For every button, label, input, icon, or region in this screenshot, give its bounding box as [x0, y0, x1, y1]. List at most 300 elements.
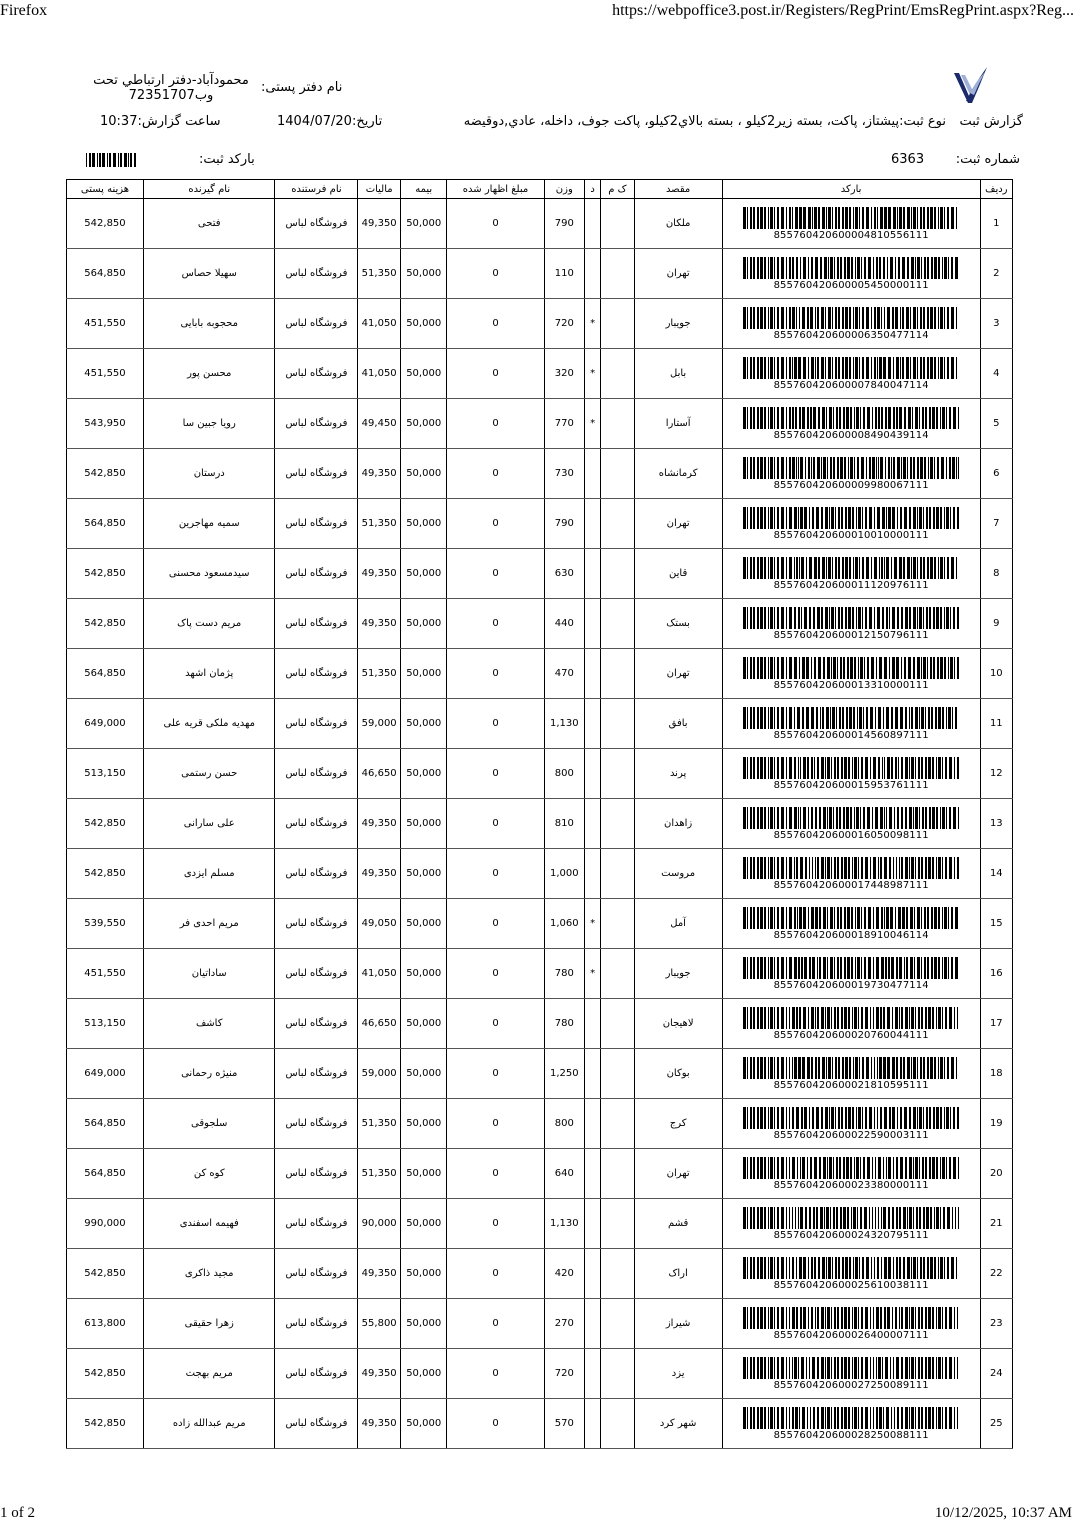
km-cell — [601, 1249, 634, 1299]
table-row — [67, 1149, 1013, 1199]
postal-cost: 542,850 — [67, 199, 144, 249]
barcode — [723, 357, 980, 391]
barcode — [723, 757, 980, 791]
sender-name: فروشگاه لباس — [275, 499, 358, 549]
receiver-name: مریم دست پاک — [143, 599, 275, 649]
barcode-cell — [722, 1349, 980, 1399]
tax: 51,350 — [358, 499, 400, 549]
d-cell — [585, 849, 601, 899]
barcode — [723, 707, 980, 741]
sender-name: فروشگاه لباس — [275, 299, 358, 349]
barcode-icon — [743, 1407, 959, 1429]
table-header-row — [67, 180, 1013, 199]
sender-name: فروشگاه لباس — [275, 1349, 358, 1399]
tax: 41,050 — [358, 349, 400, 399]
km-cell — [601, 1299, 634, 1349]
destination: آستارا — [634, 399, 722, 449]
destination: مروست — [634, 849, 722, 899]
weight: 730 — [544, 449, 584, 499]
insurance: 50,000 — [400, 849, 447, 899]
postal-cost: 539,550 — [67, 899, 144, 949]
weight: 640 — [544, 1149, 584, 1199]
sender-name: فروشگاه لباس — [275, 649, 358, 699]
insurance: 50,000 — [400, 1049, 447, 1099]
table-row — [67, 649, 1013, 699]
barcode-icon — [743, 1057, 959, 1079]
insurance: 50,000 — [400, 1249, 447, 1299]
km-cell — [601, 699, 634, 749]
d-cell — [585, 999, 601, 1049]
barcode — [723, 957, 980, 991]
postal-cost: 542,850 — [67, 1349, 144, 1399]
barcode-icon — [743, 1257, 959, 1279]
barcode-icon — [743, 807, 959, 829]
declared-amount: 0 — [447, 1199, 544, 1249]
row-number: 19 — [980, 1099, 1012, 1149]
weight: 790 — [544, 499, 584, 549]
barcode-icon — [743, 1207, 959, 1229]
destination: زاهدان — [634, 799, 722, 849]
barcode — [723, 1357, 980, 1391]
table-row — [67, 249, 1013, 299]
table-row — [67, 1349, 1013, 1399]
col-header-km: ک م — [601, 180, 634, 199]
km-cell — [601, 1199, 634, 1249]
declared-amount: 0 — [447, 449, 544, 499]
declared-amount: 0 — [447, 749, 544, 799]
receiver-name: محسن پور — [143, 349, 275, 399]
km-cell — [601, 399, 634, 449]
receiver-name: درستان — [143, 449, 275, 499]
insurance: 50,000 — [400, 999, 447, 1049]
destination: جویبار — [634, 949, 722, 999]
destination: بوکان — [634, 1049, 722, 1099]
table-row — [67, 199, 1013, 249]
reg-number-label: شماره ثبت: — [955, 152, 1020, 167]
receiver-name: فهیمه اسفندی — [143, 1199, 275, 1249]
declared-amount: 0 — [447, 999, 544, 1049]
km-cell — [601, 1049, 634, 1099]
col-header-insurance: بیمه — [400, 180, 447, 199]
receiver-name: کوه کن — [143, 1149, 275, 1199]
insurance: 50,000 — [400, 899, 447, 949]
km-cell — [601, 949, 634, 999]
d-cell — [585, 249, 601, 299]
weight: 470 — [544, 649, 584, 699]
destination: پرند — [634, 749, 722, 799]
barcode-number: 855760420600021810595111 — [773, 1079, 929, 1091]
receiver-name: مریم بهجت — [143, 1349, 275, 1399]
km-cell — [601, 349, 634, 399]
barcode-number: 855760420600027250089111 — [773, 1379, 929, 1391]
d-cell — [585, 799, 601, 849]
sender-name: فروشگاه لباس — [275, 849, 358, 899]
sender-name: فروشگاه لباس — [275, 1199, 358, 1249]
postal-cost: 542,850 — [67, 849, 144, 899]
row-number: 7 — [980, 499, 1012, 549]
table-row — [67, 1249, 1013, 1299]
insurance: 50,000 — [400, 699, 447, 749]
barcode-cell — [722, 549, 980, 599]
declared-amount: 0 — [447, 849, 544, 899]
declared-amount: 0 — [447, 1099, 544, 1149]
km-cell — [601, 1149, 634, 1199]
weight: 320 — [544, 349, 584, 399]
report-date: تاریخ:1404/07/20 — [277, 114, 383, 129]
postal-cost: 564,850 — [67, 499, 144, 549]
weight: 790 — [544, 199, 584, 249]
weight: 800 — [544, 749, 584, 799]
d-cell — [585, 1349, 601, 1399]
table-row — [67, 799, 1013, 849]
barcode-number: 855760420600026400007111 — [773, 1329, 929, 1341]
postal-cost: 542,850 — [67, 449, 144, 499]
postal-cost: 513,150 — [67, 749, 144, 799]
postal-cost: 564,850 — [67, 649, 144, 699]
registration-table — [66, 179, 1013, 1449]
km-cell — [601, 799, 634, 849]
insurance: 50,000 — [400, 249, 447, 299]
row-number: 3 — [980, 299, 1012, 349]
postal-cost: 513,150 — [67, 999, 144, 1049]
sender-name: فروشگاه لباس — [275, 249, 358, 299]
barcode-cell — [722, 1399, 980, 1449]
declared-amount: 0 — [447, 1399, 544, 1449]
barcode-cell — [722, 799, 980, 849]
declared-amount: 0 — [447, 649, 544, 699]
tax: 51,350 — [358, 249, 400, 299]
km-cell — [601, 1349, 634, 1399]
barcode-icon — [743, 457, 959, 479]
barcode-number: 855760420600028250088111 — [773, 1429, 929, 1441]
reg-barcode-icon — [86, 153, 136, 167]
barcode — [723, 907, 980, 941]
receiver-name: سهیلا حصاس — [143, 249, 275, 299]
barcode — [723, 607, 980, 641]
col-header-declared-amount: مبلغ اظهار شده — [447, 180, 544, 199]
table-row — [67, 449, 1013, 499]
receiver-name: سمیه مهاجرین — [143, 499, 275, 549]
row-number: 1 — [980, 199, 1012, 249]
barcode-icon — [743, 307, 959, 329]
declared-amount: 0 — [447, 799, 544, 849]
barcode — [723, 557, 980, 591]
insurance: 50,000 — [400, 199, 447, 249]
barcode-number: 855760420600017448987111 — [773, 879, 929, 891]
barcode-icon — [743, 607, 959, 629]
tax: 49,350 — [358, 849, 400, 899]
receiver-name: مهدیه ملکی قریه علی — [143, 699, 275, 749]
barcode-cell — [722, 749, 980, 799]
declared-amount: 0 — [447, 349, 544, 399]
barcode-icon — [743, 1157, 959, 1179]
table-row — [67, 1299, 1013, 1349]
weight: 810 — [544, 799, 584, 849]
barcode-number: 855760420600012150796111 — [773, 629, 929, 641]
col-header-sender: نام فرستنده — [275, 180, 358, 199]
postal-cost: 451,550 — [67, 349, 144, 399]
weight: 270 — [544, 1299, 584, 1349]
office-label: نام دفتر پستی: — [261, 80, 343, 95]
office-name — [86, 73, 256, 103]
postal-cost: 564,850 — [67, 249, 144, 299]
tax: 49,350 — [358, 549, 400, 599]
km-cell — [601, 599, 634, 649]
sender-name: فروشگاه لباس — [275, 199, 358, 249]
row-number: 8 — [980, 549, 1012, 599]
barcode-number: 855760420600014560897111 — [773, 729, 929, 741]
barcode-number: 855760420600007840047114 — [773, 379, 929, 391]
row-number: 20 — [980, 1149, 1012, 1199]
barcode — [723, 1257, 980, 1291]
browser-name: Firefox — [0, 2, 48, 19]
declared-amount: 0 — [447, 699, 544, 749]
barcode-number: 855760420600013310000111 — [773, 679, 929, 691]
weight: 630 — [544, 549, 584, 599]
tax: 59,000 — [358, 699, 400, 749]
postal-cost: 543,950 — [67, 399, 144, 449]
d-cell — [585, 1049, 601, 1099]
table-row — [67, 899, 1013, 949]
postal-cost: 542,850 — [67, 1399, 144, 1449]
destination: بابل — [634, 349, 722, 399]
postal-cost: 451,550 — [67, 299, 144, 349]
row-number: 16 — [980, 949, 1012, 999]
destination: بستک — [634, 599, 722, 649]
tax: 49,350 — [358, 449, 400, 499]
postal-cost: 649,000 — [67, 699, 144, 749]
d-cell — [585, 1249, 601, 1299]
receiver-name: مریم احدی فر — [143, 899, 275, 949]
row-number: 9 — [980, 599, 1012, 649]
col-header-d: د — [585, 180, 601, 199]
insurance: 50,000 — [400, 1399, 447, 1449]
reg-number: 6363 — [891, 152, 925, 167]
barcode — [723, 457, 980, 491]
weight: 1,250 — [544, 1049, 584, 1099]
barcode-cell — [722, 899, 980, 949]
barcode — [723, 1007, 980, 1041]
insurance: 50,000 — [400, 949, 447, 999]
barcode-icon — [743, 407, 959, 429]
d-cell: * — [585, 299, 601, 349]
weight: 440 — [544, 599, 584, 649]
destination: لاهیجان — [634, 999, 722, 1049]
d-cell — [585, 649, 601, 699]
barcode-cell — [722, 249, 980, 299]
d-cell — [585, 449, 601, 499]
col-header-barcode: بارکد — [722, 180, 980, 199]
insurance: 50,000 — [400, 599, 447, 649]
sender-name: فروشگاه لباس — [275, 399, 358, 449]
destination: بافق — [634, 699, 722, 749]
table-row — [67, 1399, 1013, 1449]
sender-name: فروشگاه لباس — [275, 799, 358, 849]
row-number: 13 — [980, 799, 1012, 849]
barcode-icon — [743, 507, 959, 529]
row-number: 4 — [980, 349, 1012, 399]
weight: 1,000 — [544, 849, 584, 899]
sender-name: فروشگاه لباس — [275, 1299, 358, 1349]
row-number: 14 — [980, 849, 1012, 899]
barcode-number: 855760420600019730477114 — [773, 979, 929, 991]
barcode-cell — [722, 1099, 980, 1149]
destination: شیراز — [634, 1299, 722, 1349]
barcode-number: 855760420600005450000111 — [773, 279, 929, 291]
row-number: 17 — [980, 999, 1012, 1049]
barcode-cell — [722, 1299, 980, 1349]
print-datetime: 10/12/2025, 10:37 AM — [934, 1505, 1072, 1521]
tax: 49,350 — [358, 1399, 400, 1449]
postal-cost: 542,850 — [67, 1249, 144, 1299]
row-number: 24 — [980, 1349, 1012, 1399]
barcode-icon — [743, 857, 959, 879]
insurance: 50,000 — [400, 399, 447, 449]
barcode-number: 855760420600015953761111 — [773, 779, 929, 791]
destination: تهران — [634, 499, 722, 549]
sender-name: فروشگاه لباس — [275, 949, 358, 999]
tax: 41,050 — [358, 299, 400, 349]
insurance: 50,000 — [400, 1149, 447, 1199]
receiver-name: سیدمسعود محسنی — [143, 549, 275, 599]
declared-amount: 0 — [447, 1049, 544, 1099]
destination: آمل — [634, 899, 722, 949]
weight: 800 — [544, 1099, 584, 1149]
barcode-icon — [743, 907, 959, 929]
insurance: 50,000 — [400, 1299, 447, 1349]
sender-name: فروشگاه لباس — [275, 1249, 358, 1299]
weight: 570 — [544, 1399, 584, 1449]
km-cell — [601, 1399, 634, 1449]
d-cell — [585, 1199, 601, 1249]
postal-cost: 542,850 — [67, 549, 144, 599]
d-cell — [585, 1149, 601, 1199]
barcode-icon — [743, 1357, 959, 1379]
barcode — [723, 507, 980, 541]
insurance: 50,000 — [400, 499, 447, 549]
barcode-cell — [722, 999, 980, 1049]
declared-amount: 0 — [447, 499, 544, 549]
row-number: 6 — [980, 449, 1012, 499]
tax: 49,050 — [358, 899, 400, 949]
declared-amount: 0 — [447, 199, 544, 249]
declared-amount: 0 — [447, 1149, 544, 1199]
km-cell — [601, 499, 634, 549]
destination: ملکان — [634, 199, 722, 249]
receiver-name: فتحی — [143, 199, 275, 249]
postal-cost: 564,850 — [67, 1149, 144, 1199]
barcode-cell — [722, 599, 980, 649]
office-name-line1: محمودآباد-دفتر ارتباطي تحت — [93, 73, 249, 88]
row-number: 10 — [980, 649, 1012, 699]
barcode — [723, 407, 980, 441]
sender-name: فروشگاه لباس — [275, 349, 358, 399]
weight: 1,060 — [544, 899, 584, 949]
weight: 1,130 — [544, 699, 584, 749]
weight: 110 — [544, 249, 584, 299]
barcode-number: 855760420600022590003111 — [773, 1129, 929, 1141]
barcode-number: 855760420600006350477114 — [773, 329, 929, 341]
km-cell — [601, 899, 634, 949]
barcode-number: 855760420600023380000111 — [773, 1179, 929, 1191]
sender-name: فروشگاه لباس — [275, 1049, 358, 1099]
declared-amount: 0 — [447, 549, 544, 599]
d-cell — [585, 599, 601, 649]
sender-name: فروشگاه لباس — [275, 999, 358, 1049]
tax: 59,000 — [358, 1049, 400, 1099]
barcode-icon — [743, 1107, 959, 1129]
insurance: 50,000 — [400, 299, 447, 349]
barcode-cell — [722, 399, 980, 449]
barcode-number: 855760420600004810556111 — [773, 229, 929, 241]
insurance: 50,000 — [400, 1349, 447, 1399]
barcode — [723, 1407, 980, 1441]
barcode-number: 855760420600008490439114 — [773, 429, 929, 441]
km-cell — [601, 199, 634, 249]
km-cell — [601, 999, 634, 1049]
declared-amount: 0 — [447, 1299, 544, 1349]
barcode-icon — [743, 207, 959, 229]
destination: جویبار — [634, 299, 722, 349]
d-cell — [585, 1099, 601, 1149]
receiver-name: رویا جبین سا — [143, 399, 275, 449]
km-cell — [601, 449, 634, 499]
sender-name: فروشگاه لباس — [275, 599, 358, 649]
post-logo-icon — [952, 63, 988, 107]
receiver-name: پژمان اشهد — [143, 649, 275, 699]
tax: 90,000 — [358, 1199, 400, 1249]
tax: 55,800 — [358, 1299, 400, 1349]
receiver-name: منیژه رحمانی — [143, 1049, 275, 1099]
table-row — [67, 699, 1013, 749]
declared-amount: 0 — [447, 599, 544, 649]
barcode-icon — [743, 1307, 959, 1329]
report-title: گزارش ثبت — [959, 114, 1023, 129]
receiver-name: محجوبه بابایی — [143, 299, 275, 349]
tax: 51,350 — [358, 1099, 400, 1149]
barcode-cell — [722, 499, 980, 549]
weight: 420 — [544, 1249, 584, 1299]
row-number: 11 — [980, 699, 1012, 749]
destination: یزد — [634, 1349, 722, 1399]
d-cell — [585, 749, 601, 799]
destination: شهر کرد — [634, 1399, 722, 1449]
table-row — [67, 1049, 1013, 1099]
report-time: ساعت گزارش:10:37 — [100, 114, 221, 129]
barcode — [723, 207, 980, 241]
insurance: 50,000 — [400, 749, 447, 799]
sender-name: فروشگاه لباس — [275, 449, 358, 499]
barcode-cell — [722, 949, 980, 999]
barcode-number: 855760420600010010000111 — [773, 529, 929, 541]
barcode-number: 855760420600018910046114 — [773, 929, 929, 941]
barcode-icon — [743, 257, 959, 279]
tax: 49,350 — [358, 1249, 400, 1299]
barcode-number: 855760420600025610038111 — [773, 1279, 929, 1291]
col-header-destination: مقصد — [634, 180, 722, 199]
barcode-icon — [743, 657, 959, 679]
row-number: 12 — [980, 749, 1012, 799]
table-row — [67, 749, 1013, 799]
km-cell — [601, 249, 634, 299]
table-row — [67, 499, 1013, 549]
tax: 49,350 — [358, 599, 400, 649]
table-row — [67, 949, 1013, 999]
destination: کرج — [634, 1099, 722, 1149]
destination: تهران — [634, 1149, 722, 1199]
table-row — [67, 599, 1013, 649]
destination: تهران — [634, 649, 722, 699]
